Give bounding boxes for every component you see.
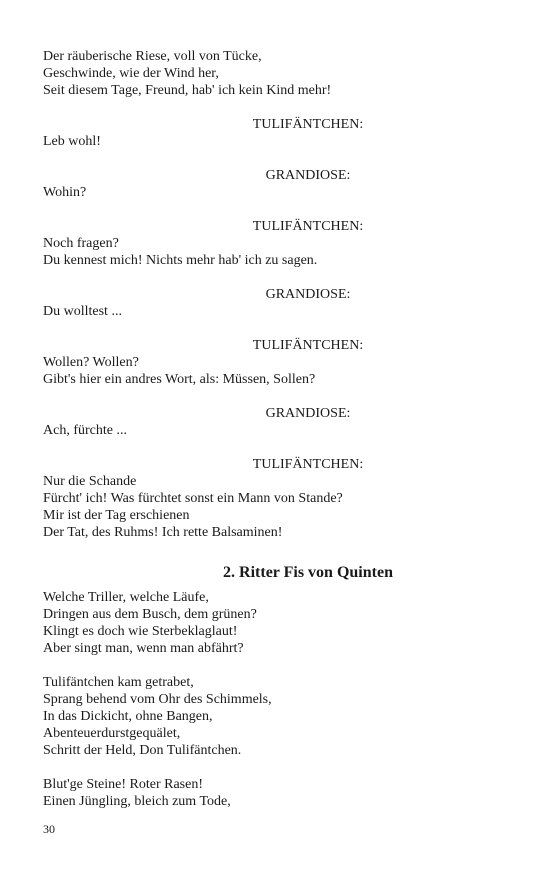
verse-line: Klingt es doch wie Sterbeklaglaut!: [43, 624, 238, 639]
speaker-name: GRANDIOSE:: [265, 168, 351, 183]
verse-line: Tulifäntchen kam getrabet,: [43, 675, 194, 690]
speaker-name: TULIFÄNTCHEN:: [252, 117, 364, 132]
verse-line: In das Dickicht, ohne Bangen,: [43, 709, 213, 724]
dialogue-block: [43, 456, 513, 541]
dialogue-line: Leb wohl!: [43, 134, 101, 149]
dialogue-block: [43, 337, 513, 388]
dialogue-line: Wohin?: [43, 185, 87, 200]
verse-line: Blut'ge Steine! Roter Rasen!: [43, 777, 203, 792]
dialogue-block: [43, 167, 513, 201]
dialogue-line: Fürcht' ich! Was fürchtet sonst ein Mann von Stande?: [43, 491, 343, 506]
dialogue-line: Wollen? Wollen?: [43, 355, 139, 370]
speaker-name: TULIFÄNTCHEN:: [252, 338, 364, 353]
verse-line: Sprang behend vom Ohr des Schimmels,: [43, 692, 272, 707]
verse-line: Aber singt man, wenn man abfährt?: [43, 641, 244, 656]
verse-line: Dringen aus dem Busch, dem grünen?: [43, 607, 257, 622]
verse-line: Geschwinde, wie der Wind her,: [43, 66, 219, 81]
dialogue-line: Ach, fürchte ...: [43, 423, 127, 438]
dialogue-line: Du wolltest ...: [43, 304, 122, 319]
dialogue-line: Noch fragen?: [43, 236, 119, 251]
dialogue-block: [43, 405, 513, 439]
verse-line: Seit diesem Tage, Freund, hab' ich kein Kind mehr!: [43, 83, 332, 98]
page-content: [43, 48, 513, 810]
verse-line: Welche Triller, welche Läufe,: [43, 590, 209, 605]
speaker-name: GRANDIOSE:: [265, 287, 351, 302]
verse-line: Der räuberische Riese, voll von Tücke,: [43, 49, 262, 64]
page-number: 30: [43, 822, 55, 836]
top-verse: [43, 48, 513, 99]
speaker-name: TULIFÄNTCHEN:: [252, 219, 364, 234]
speaker-name: TULIFÄNTCHEN:: [252, 457, 364, 472]
dialogue-block: [43, 116, 513, 150]
section-heading: 2. Ritter Fis von Quinten: [223, 564, 393, 581]
dialogue-line: Der Tat, des Ruhms! Ich rette Balsaminen!: [43, 525, 283, 540]
verse-line: Einen Jüngling, bleich zum Tode,: [43, 794, 231, 809]
dialogue-block: [43, 286, 513, 320]
dialogue-line: Gibt's hier ein andres Wort, als: Müssen, Sollen?: [43, 372, 316, 387]
verse-line: Schritt der Held, Don Tulifäntchen.: [43, 743, 242, 758]
dialogue-line: Nur die Schande: [43, 474, 137, 489]
stanza: [43, 674, 513, 759]
verse-line: Abenteuerdurstgequälet,: [43, 726, 181, 741]
stanza: [43, 776, 513, 810]
dialogue-line: Mir ist der Tag erschienen: [43, 508, 190, 523]
speaker-name: GRANDIOSE:: [265, 406, 351, 421]
stanza: [43, 589, 513, 657]
dialogue-block: [43, 218, 513, 269]
dialogue-line: Du kennest mich! Nichts mehr hab' ich zu sagen.: [43, 253, 318, 268]
